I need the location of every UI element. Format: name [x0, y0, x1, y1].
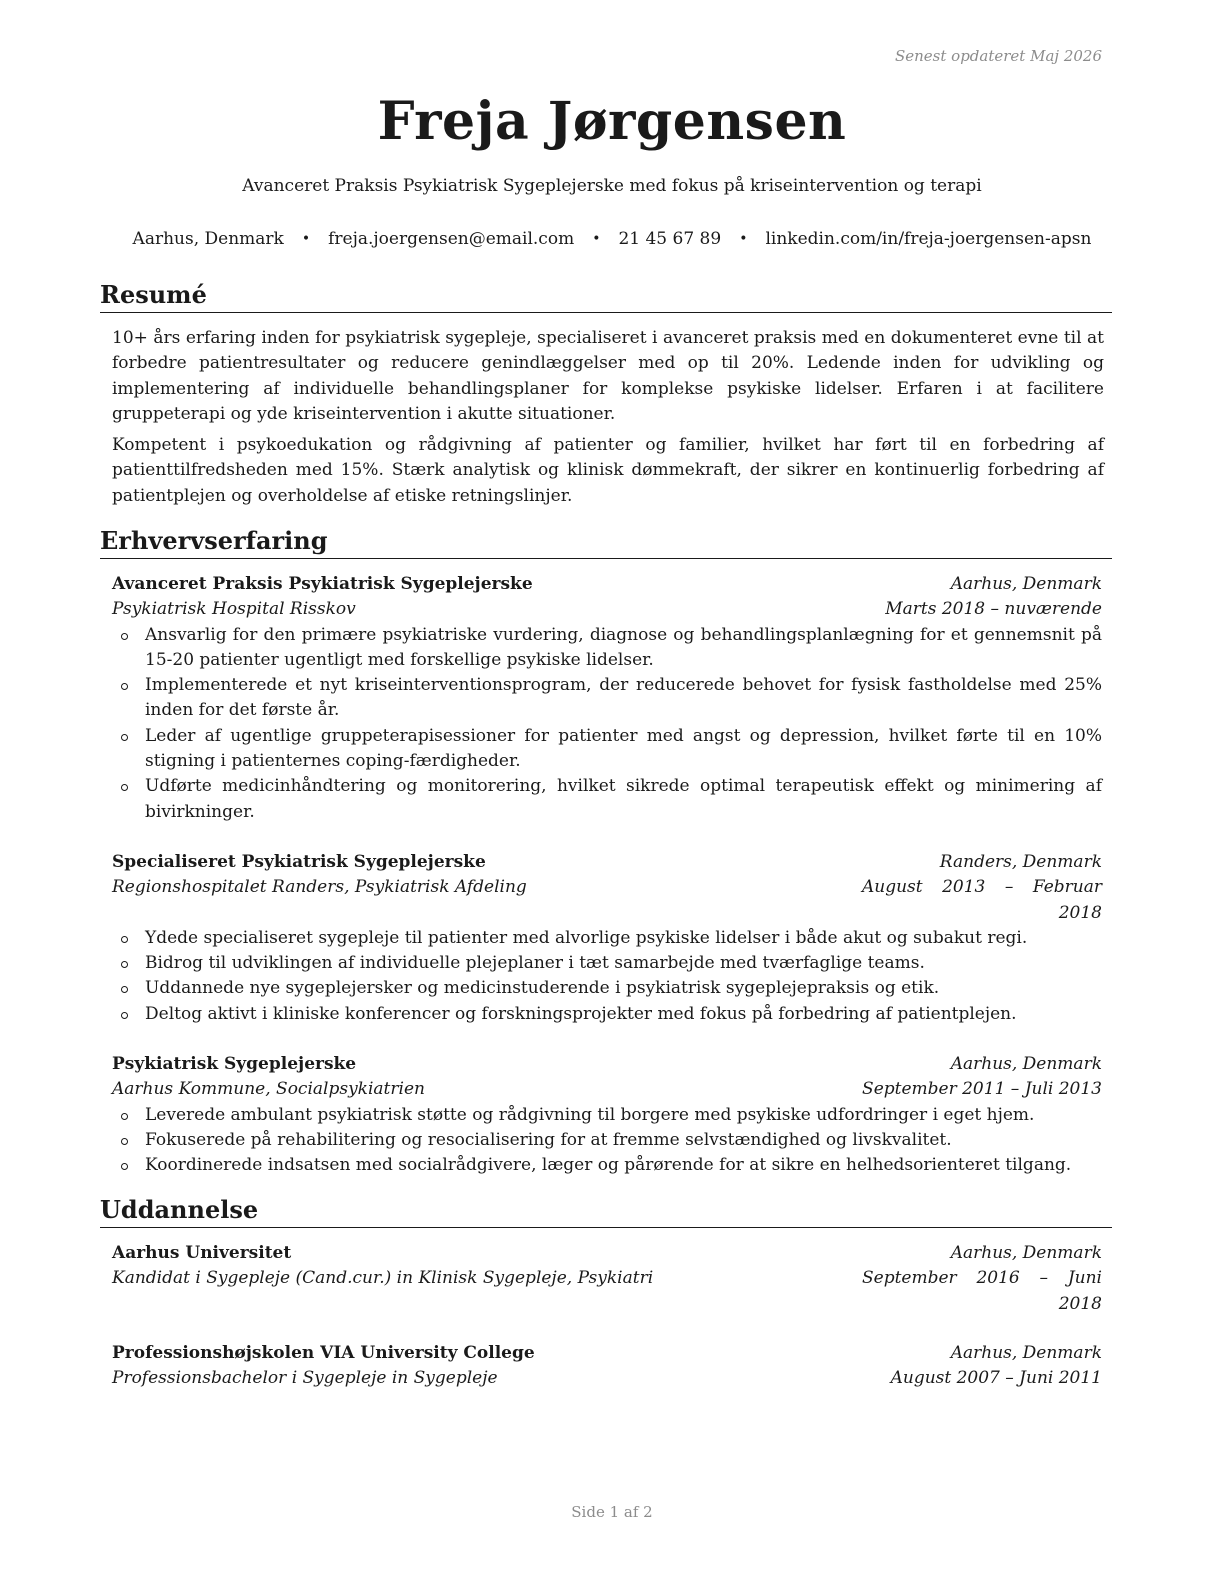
summary-paragraph: Kompetent i psykoedukation og rådgivning af patienter og familier, hvilket har ført til en forbedring af patienttilfredsheden med 15%. Stærk analytisk og klinisk dømmekraft, der sikrer en kontinuerlig forbedring af patientplejen og overholdelse af etiske retningslinjer.: [112, 435, 1104, 506]
job-entry: [112, 572, 1102, 825]
bullet-text: Uddannede nye sygeplejersker og medicinstuderende i psykiatrisk sygeplejepraksis og etik.: [145, 978, 940, 999]
bullet-circle-icon: [121, 633, 128, 640]
job-bullet-list: [112, 623, 1102, 825]
education-entry: [112, 1341, 1102, 1392]
list-item: [112, 976, 1102, 1001]
bullet-circle-icon: [121, 683, 128, 690]
school-location: Aarhus, Denmark: [950, 1243, 1102, 1263]
list-item: [112, 623, 1102, 674]
bullet-text: Udførte medicinhåndtering og monitorering, hvilket sikrede optimal terapeutisk effekt og minimering af bivirkninger.: [145, 776, 1102, 822]
bullet-text: Leverede ambulant psykiatrisk støtte og rådgivning til borgere med psykiske udfordringer i eget hjem.: [145, 1104, 1035, 1125]
summary-paragraph: 10+ års erfaring inden for psykiatrisk sygepleje, specialiseret i avanceret praksis med en dokumenteret evne til at forbedre patientresultater og reducere genindlæggelser med op til 20%. Ledende inden for udvikling og implementering af individuelle behandlingsplaner for komplekse psykiske lidelser. Erfaren i at facilitere gruppeterapi og yde kriseintervention i akutte situationer.: [112, 328, 1104, 424]
summary-body: [112, 326, 1104, 515]
job-bullet-list: [112, 1103, 1102, 1179]
bullet-text: Ansvarlig for den primære psykiatriske vurdering, diagnose og behandlingsplanlægning for et gennemsnit på 15-20 patienter ugentligt med forskellige psykiske lidelser.: [145, 624, 1102, 670]
bullet-text: Ydede specialiseret sygepleje til patienter med alvorlige psykiske lidelser i både akut og subakut regi.: [145, 927, 1028, 948]
bullet-circle-icon: [121, 961, 128, 968]
section-heading-experience: Erhvervserfaring: [100, 526, 1112, 559]
education-dates: August 2007 – Juni 2011: [890, 1368, 1102, 1389]
contact-linkedin[interactable]: linkedin.com/in/freja-joergensen-apsn: [765, 229, 1092, 249]
list-item: [112, 673, 1102, 724]
school-name: Professionshøjskolen VIA University College: [112, 1343, 535, 1363]
bullet-circle-icon: [121, 936, 128, 943]
education-dates: September 2016 – Juni 2018: [862, 1268, 1102, 1314]
degree-name: Kandidat i Sygepleje (Cand.cur.) in Klinisk Sygepleje, Psykiatri: [112, 1268, 654, 1289]
bullet-text: Fokuserede på rehabilitering og resocialisering for at fremme selvstændighed og livskvalitet.: [145, 1129, 952, 1150]
bullet-circle-icon: [121, 1012, 128, 1019]
bullet-circle-icon: [121, 734, 128, 741]
degree-name: Professionsbachelor i Sygepleje in Sygepleje: [112, 1368, 498, 1389]
list-item: [112, 1103, 1102, 1128]
job-organization: Regionshospitalet Randers, Psykiatrisk Afdeling: [112, 877, 527, 898]
bullet-circle-icon: [121, 1163, 128, 1170]
page-number: Side 1 af 2: [571, 1503, 653, 1521]
education-entry: [112, 1241, 1102, 1317]
job-entry: [112, 1052, 1102, 1178]
bullet-circle-icon: [121, 1138, 128, 1145]
section-heading-summary: Resumé: [100, 280, 1112, 313]
contact-line: [0, 229, 1224, 249]
job-location: Randers, Denmark: [939, 852, 1102, 872]
candidate-name: Freja Jørgensen: [377, 91, 847, 152]
separator-dot: •: [592, 231, 601, 247]
list-item: [112, 1002, 1102, 1027]
bullet-circle-icon: [121, 986, 128, 993]
list-item: [112, 926, 1102, 951]
job-dates: September 2011 – Juli 2013: [862, 1079, 1102, 1100]
section-heading-education: Uddannelse: [100, 1195, 1112, 1228]
list-item: [112, 1128, 1102, 1153]
list-item: [112, 951, 1102, 976]
job-location: Aarhus, Denmark: [950, 574, 1102, 594]
contact-phone[interactable]: 21 45 67 89: [618, 229, 722, 249]
job-organization: Psykiatrisk Hospital Risskov: [112, 599, 356, 620]
job-title: Psykiatrisk Sygeplejerske: [112, 1054, 357, 1074]
bullet-circle-icon: [121, 1113, 128, 1120]
bullet-text: Leder af ugentlige gruppeterapisessioner for patienter med angst og depression, hvilket førte til en 10% stigning i patienternes coping-færdigheder.: [145, 725, 1102, 772]
separator-dot: •: [301, 231, 311, 247]
last-updated-note: Senest opdateret Maj 2026: [894, 47, 1102, 65]
job-organization: Aarhus Kommune, Socialpsykiatrien: [112, 1079, 425, 1100]
job-title: Avanceret Praksis Psykiatrisk Sygeplejerske: [112, 574, 533, 594]
job-dates: Marts 2018 – nuværende: [885, 599, 1102, 620]
contact-email[interactable]: freja.joergensen@email.com: [328, 229, 575, 249]
job-dates: August 2013 – Februar 2018: [862, 877, 1102, 923]
job-entry: [112, 850, 1102, 1027]
bullet-text: Deltog aktivt i kliniske konferencer og forskningsprojekter med fokus på forbedring af patientplejen.: [145, 1003, 1017, 1024]
separator-dot: •: [739, 231, 748, 247]
school-name: Aarhus Universitet: [112, 1243, 292, 1263]
job-bullet-list: [112, 926, 1102, 1027]
headline: Avanceret Praksis Psykiatrisk Sygeplejerske med fokus på kriseintervention og terapi: [242, 176, 982, 196]
job-location: Aarhus, Denmark: [950, 1054, 1102, 1074]
bullet-text: Bidrog til udviklingen af individuelle plejeplaner i tæt samarbejde med tværfaglige teams.: [145, 953, 925, 974]
bullet-text: Implementerede et nyt kriseinterventionsprogram, der reducerede behovet for fysisk fastholdelse med 25% inden for det første år.: [145, 675, 1102, 721]
list-item: [112, 774, 1102, 825]
bullet-text: Koordinerede indsatsen med socialrådgivere, læger og pårørende for at sikre en helhedsorienteret tilgang.: [145, 1155, 1072, 1176]
bullet-circle-icon: [121, 784, 128, 791]
list-item: [112, 724, 1102, 775]
contact-location: Aarhus, Denmark: [132, 229, 284, 249]
job-title: Specialiseret Psykiatrisk Sygeplejerske: [112, 852, 486, 872]
list-item: [112, 1153, 1102, 1178]
school-location: Aarhus, Denmark: [950, 1343, 1102, 1363]
